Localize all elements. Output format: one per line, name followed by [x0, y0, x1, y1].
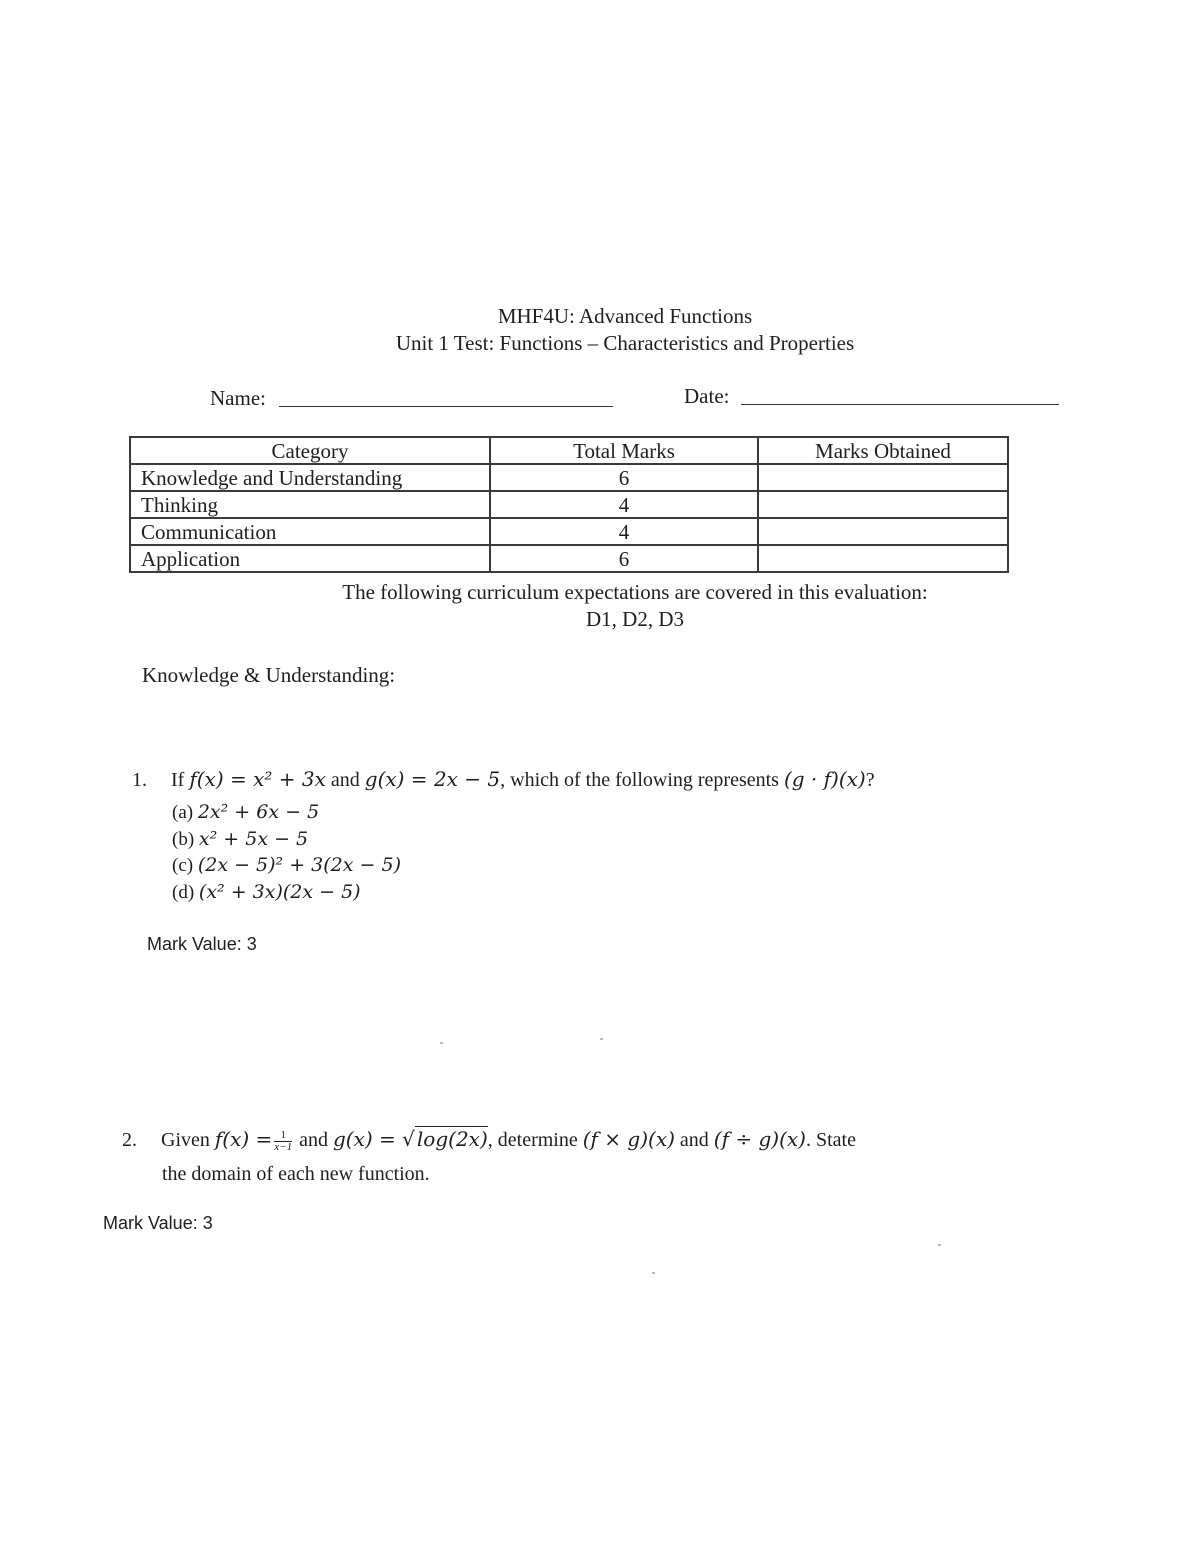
- option-label: (a): [172, 802, 194, 823]
- f-definition: f(x) = x² + 3x: [189, 767, 326, 791]
- date-field[interactable]: [741, 404, 1059, 405]
- question-and: and: [330, 769, 360, 791]
- question-number: 1.: [132, 769, 147, 791]
- scan-speck: [600, 1038, 603, 1040]
- g-definition: g(x) = 2x − 5: [364, 767, 501, 791]
- mark-value-q2: Mark Value: 3: [103, 1213, 213, 1233]
- question-lead: Given: [161, 1129, 210, 1151]
- section-title: Knowledge & Understanding:: [142, 663, 396, 687]
- option-expression: 2x² + 6x − 5: [197, 801, 320, 823]
- f-definition: f(x) =: [214, 1127, 273, 1151]
- question-2-line-2: the domain of each new function.: [162, 1163, 430, 1185]
- product-expression: (f × g)(x): [582, 1127, 675, 1151]
- name-field[interactable]: [279, 406, 613, 407]
- row-obtained[interactable]: [758, 545, 1008, 572]
- table-row: [130, 491, 1008, 518]
- question-end: . State: [805, 1129, 856, 1151]
- course-title: MHF4U: Advanced Functions: [497, 304, 753, 328]
- name-label: Name:: [210, 386, 266, 410]
- option-c: [172, 854, 401, 877]
- header-marks-obtained: Marks Obtained: [758, 437, 1008, 464]
- question-middle: , determine: [487, 1129, 578, 1151]
- fraction: [274, 1130, 292, 1153]
- fraction-numerator: 1: [274, 1130, 292, 1142]
- table-row: [130, 545, 1008, 572]
- question-and: and: [299, 1129, 328, 1151]
- mark-value-q1: Mark Value: 3: [147, 934, 257, 954]
- question-1: [132, 767, 875, 792]
- table-row: [130, 464, 1008, 491]
- question-lead: If: [171, 769, 185, 791]
- row-total: 4: [490, 518, 758, 545]
- header-total-marks: Total Marks: [490, 437, 758, 464]
- row-obtained[interactable]: [758, 491, 1008, 518]
- expectations-codes: D1, D2, D3: [586, 607, 684, 631]
- g-definition: g(x) = √: [333, 1127, 415, 1151]
- option-label: (d): [172, 882, 195, 903]
- row-category: Application: [130, 545, 490, 572]
- composition-expression: (g · f)(x): [783, 767, 866, 791]
- option-a: [172, 801, 319, 824]
- question-number: 2.: [122, 1129, 137, 1151]
- table-header-row: [130, 437, 1008, 464]
- question-and-2: and: [679, 1129, 709, 1151]
- option-expression: (2x − 5)² + 3(2x − 5): [197, 854, 401, 876]
- scan-speck: [440, 1042, 443, 1044]
- row-total: 6: [490, 545, 758, 572]
- option-label: (c): [172, 855, 194, 876]
- date-label: Date:: [684, 384, 730, 408]
- row-obtained[interactable]: [758, 464, 1008, 491]
- option-expression: x² + 5x − 5: [198, 828, 309, 850]
- row-category: Thinking: [130, 491, 490, 518]
- option-b: [172, 828, 308, 851]
- option-label: (b): [172, 829, 195, 850]
- row-obtained[interactable]: [758, 518, 1008, 545]
- question-2: [122, 1127, 856, 1153]
- header-category: Category: [130, 437, 490, 464]
- question-end: ?: [865, 769, 875, 791]
- row-category: Communication: [130, 518, 490, 545]
- quotient-expression: (f ÷ g)(x): [713, 1127, 806, 1151]
- row-total: 4: [490, 491, 758, 518]
- marks-table: [129, 436, 1009, 573]
- row-total: 6: [490, 464, 758, 491]
- unit-title: Unit 1 Test: Functions – Characteristics and Properties: [395, 331, 855, 355]
- option-expression: (x² + 3x)(2x − 5): [198, 881, 361, 903]
- fraction-denominator: x−1: [274, 1140, 293, 1153]
- option-d: [172, 881, 361, 904]
- radicand: log(2x): [416, 1127, 488, 1151]
- scan-speck: [938, 1244, 941, 1246]
- scan-speck: [652, 1272, 655, 1274]
- question-middle: , which of the following represents: [500, 769, 779, 791]
- row-category: Knowledge and Understanding: [130, 464, 490, 491]
- expectations-text: The following curriculum expectations are covered in this evaluation:: [342, 580, 928, 604]
- table-row: [130, 518, 1008, 545]
